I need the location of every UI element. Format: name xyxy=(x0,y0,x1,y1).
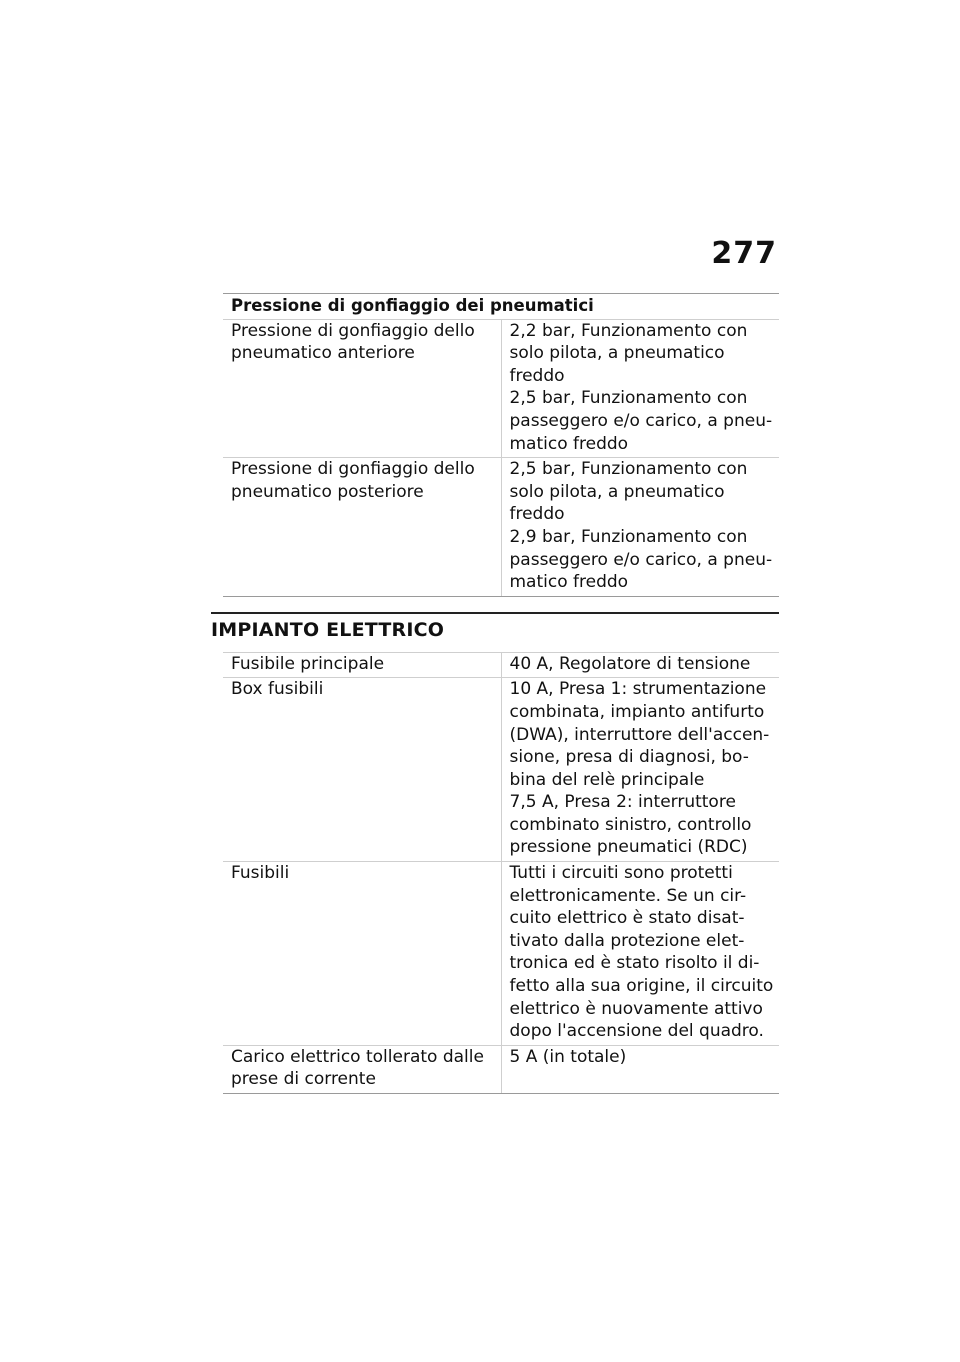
row-value xyxy=(501,862,779,1046)
row-value xyxy=(501,652,779,678)
value-line: solo pilota, a pneumatico xyxy=(509,343,725,364)
row-label xyxy=(223,862,501,1046)
label-line: prese di corrente xyxy=(231,1069,376,1090)
value-line: fetto alla sua origine, il circuito xyxy=(509,976,774,997)
value-line: elettronicamente. Se un cir- xyxy=(509,885,747,906)
table-row xyxy=(223,862,779,1046)
label-line: Fusibile principale xyxy=(231,653,385,674)
label-line: pneumatico anteriore xyxy=(231,343,415,364)
section-spacer xyxy=(223,642,779,652)
value-line: 10 A, Presa 1: strumentazione xyxy=(509,679,767,700)
row-value xyxy=(501,678,779,862)
row-label xyxy=(223,458,501,597)
row-label xyxy=(223,1045,501,1093)
value-line: elettrico è nuovamente attivo xyxy=(509,998,763,1019)
label-line: pneumatico posteriore xyxy=(231,481,424,502)
label-line: Pressione di gonfiaggio dello xyxy=(231,320,475,341)
value-line: combinato sinistro, controllo xyxy=(509,814,752,835)
value-line: freddo xyxy=(509,365,565,386)
table-row xyxy=(223,1045,779,1093)
value-line: 7,5 A, Presa 2: interruttore xyxy=(509,792,736,813)
row-value xyxy=(501,1045,779,1093)
value-line: passeggero e/o carico, a pneu- xyxy=(509,549,773,570)
value-line: 2,5 bar, Funzionamento con xyxy=(509,459,748,480)
value-line: 40 A, Regolatore di tensione xyxy=(509,653,751,674)
value-line: tronica ed è stato risolto il di- xyxy=(509,953,760,974)
table-row xyxy=(223,458,779,597)
label-line: Fusibili xyxy=(231,863,290,884)
value-line: solo pilota, a pneumatico xyxy=(509,481,725,502)
value-line: dopo l'accensione del quadro. xyxy=(509,1021,764,1042)
tire-pressure-table-heading: Pressione di gonfiaggio dei pneumatici xyxy=(223,294,779,320)
value-line: passeggero e/o carico, a pneu- xyxy=(509,410,773,431)
row-label xyxy=(223,678,501,862)
value-line: 2,5 bar, Funzionamento con xyxy=(509,388,748,409)
value-line: 5 A (in totale) xyxy=(509,1046,627,1067)
page-content xyxy=(211,293,779,1094)
page-number: 277 xyxy=(711,236,777,271)
tire-pressure-table xyxy=(223,293,779,597)
value-line: (DWA), interruttore dell'accen- xyxy=(509,724,770,745)
table-row xyxy=(223,652,779,678)
value-line: tivato dalla protezione elet- xyxy=(509,930,745,951)
label-line: Carico elettrico tollerato dalle xyxy=(231,1046,484,1067)
value-line: pressione pneumatici (RDC) xyxy=(509,837,748,858)
section-title: IMPIANTO ELETTRICO xyxy=(211,612,779,642)
value-line: Tutti i circuiti sono protetti xyxy=(509,863,733,884)
value-line: 2,9 bar, Funzionamento con xyxy=(509,526,748,547)
value-line: sione, presa di diagnosi, bo- xyxy=(509,747,749,768)
electrical-table xyxy=(223,652,779,1094)
value-line: matico freddo xyxy=(509,572,629,593)
row-label xyxy=(223,652,501,678)
table-row xyxy=(223,319,779,458)
value-line: 2,2 bar, Funzionamento con xyxy=(509,320,748,341)
label-line: Box fusibili xyxy=(231,679,324,700)
value-line: bina del relè principale xyxy=(509,769,705,790)
value-line: matico freddo xyxy=(509,433,629,454)
value-line: freddo xyxy=(509,504,565,525)
row-label xyxy=(223,319,501,458)
row-value xyxy=(501,458,779,597)
value-line: combinata, impianto antifurto xyxy=(509,701,765,722)
label-line: Pressione di gonfiaggio dello xyxy=(231,459,475,480)
table-row xyxy=(223,678,779,862)
value-line: cuito elettrico è stato disat- xyxy=(509,908,745,929)
row-value xyxy=(501,319,779,458)
